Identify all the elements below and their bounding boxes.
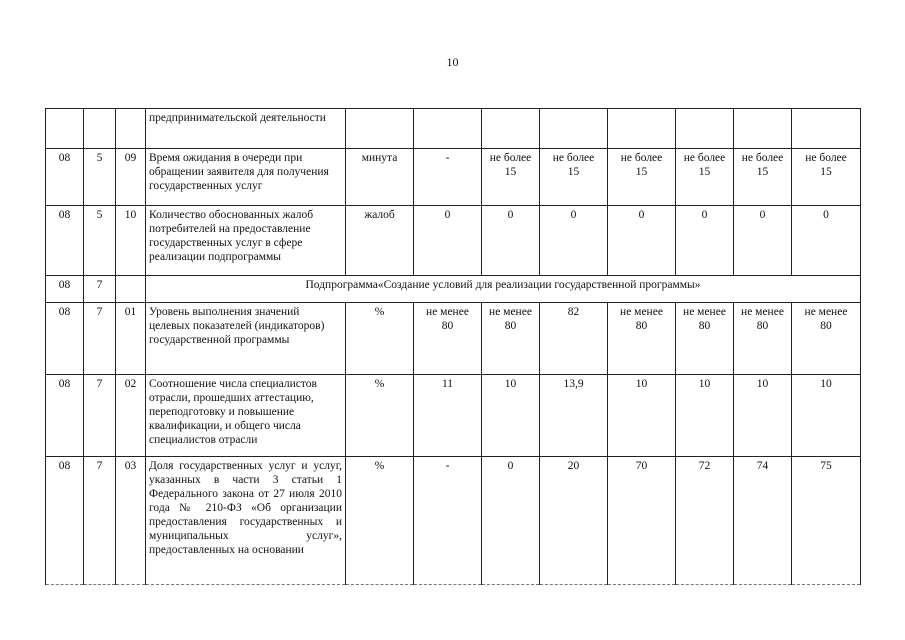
code-cell: 7	[84, 375, 116, 457]
value-cell: 10	[792, 375, 861, 457]
value-cell: не более 15	[540, 149, 608, 206]
value-cell: 0	[792, 206, 861, 276]
value-cell: 11	[414, 375, 482, 457]
value-cell: 10	[676, 375, 734, 457]
value-cell: 0	[482, 457, 540, 585]
table-row	[46, 149, 861, 206]
value-cell: -	[414, 149, 482, 206]
value-cell: 72	[676, 457, 734, 585]
code-cell: 02	[116, 375, 146, 457]
value-cell: 82	[540, 303, 608, 375]
table-row	[46, 375, 861, 457]
value-cell: не более 15	[734, 149, 792, 206]
unit-cell: минута	[346, 149, 414, 206]
value-cell: 0	[608, 206, 676, 276]
indicator-name: Уровень выполнения значений целевых показателей (индикаторов) государственной программы	[146, 303, 346, 375]
value-cell: не более 15	[608, 149, 676, 206]
code-cell: 10	[116, 206, 146, 276]
code-cell: 08	[46, 276, 84, 303]
value-cell: 70	[608, 457, 676, 585]
value-cell: не более 15	[676, 149, 734, 206]
value-cell: не менее 80	[792, 303, 861, 375]
table-row	[46, 109, 861, 149]
value-cell: не менее 80	[676, 303, 734, 375]
subprogram-title: Подпрограмма«Создание условий для реализации государственной программы»	[146, 276, 861, 303]
code-cell: 7	[84, 303, 116, 375]
indicator-name: Количество обоснованных жалоб потребителей на предоставление государственных услуг в сфере реализации подпрограммы	[146, 206, 346, 276]
value-cell: 13,9	[540, 375, 608, 457]
value-cell: не более 15	[482, 149, 540, 206]
code-cell: 09	[116, 149, 146, 206]
code-cell: 7	[84, 457, 116, 585]
value-cell: 20	[540, 457, 608, 585]
subprogram-row	[46, 276, 861, 303]
indicator-name: Соотношение числа специалистов отрасли, прошедших аттестацию, переподготовку и повышение квалификации, и общего числа специалистов отрасли	[146, 375, 346, 457]
code-cell: 7	[84, 276, 116, 303]
value-cell: 10	[482, 375, 540, 457]
value-cell: 0	[734, 206, 792, 276]
code-cell: 08	[46, 375, 84, 457]
code-cell: 08	[46, 303, 84, 375]
value-cell: 0	[676, 206, 734, 276]
value-cell: не менее 80	[414, 303, 482, 375]
unit-cell: жалоб	[346, 206, 414, 276]
value-cell: 0	[482, 206, 540, 276]
value-cell: 74	[734, 457, 792, 585]
table-row	[46, 206, 861, 276]
indicator-name: предпринимательской деятельности	[146, 109, 346, 149]
value-cell: 0	[414, 206, 482, 276]
code-cell: 5	[84, 206, 116, 276]
page-number: 10	[446, 55, 459, 69]
code-cell: 08	[46, 149, 84, 206]
value-cell: не более 15	[792, 149, 861, 206]
indicator-name: Доля государственных услуг и услуг, указанных в части 3 статьи 1 Федерального закона от 27 июля 2010 года № 210-ФЗ «Об организации предоставления государственных и муниципальных услуг», предоставленных на основании	[146, 457, 346, 585]
value-cell: 75	[792, 457, 861, 585]
indicator-name: Время ожидания в очереди при обращении заявителя для получения государственных услуг	[146, 149, 346, 206]
value-cell: 10	[734, 375, 792, 457]
value-cell: не менее 80	[608, 303, 676, 375]
code-cell: 01	[116, 303, 146, 375]
code-cell: 08	[46, 206, 84, 276]
unit-cell: %	[346, 457, 414, 585]
value-cell: не менее 80	[482, 303, 540, 375]
unit-cell: %	[346, 375, 414, 457]
code-cell	[116, 276, 146, 303]
code-cell: 5	[84, 149, 116, 206]
table-row	[46, 303, 861, 375]
unit-cell: %	[346, 303, 414, 375]
value-cell: 10	[608, 375, 676, 457]
value-cell: -	[414, 457, 482, 585]
value-cell: не менее 80	[734, 303, 792, 375]
indicators-table	[45, 108, 861, 585]
table-row	[46, 457, 861, 585]
code-cell: 03	[116, 457, 146, 585]
value-cell: 0	[540, 206, 608, 276]
code-cell: 08	[46, 457, 84, 585]
